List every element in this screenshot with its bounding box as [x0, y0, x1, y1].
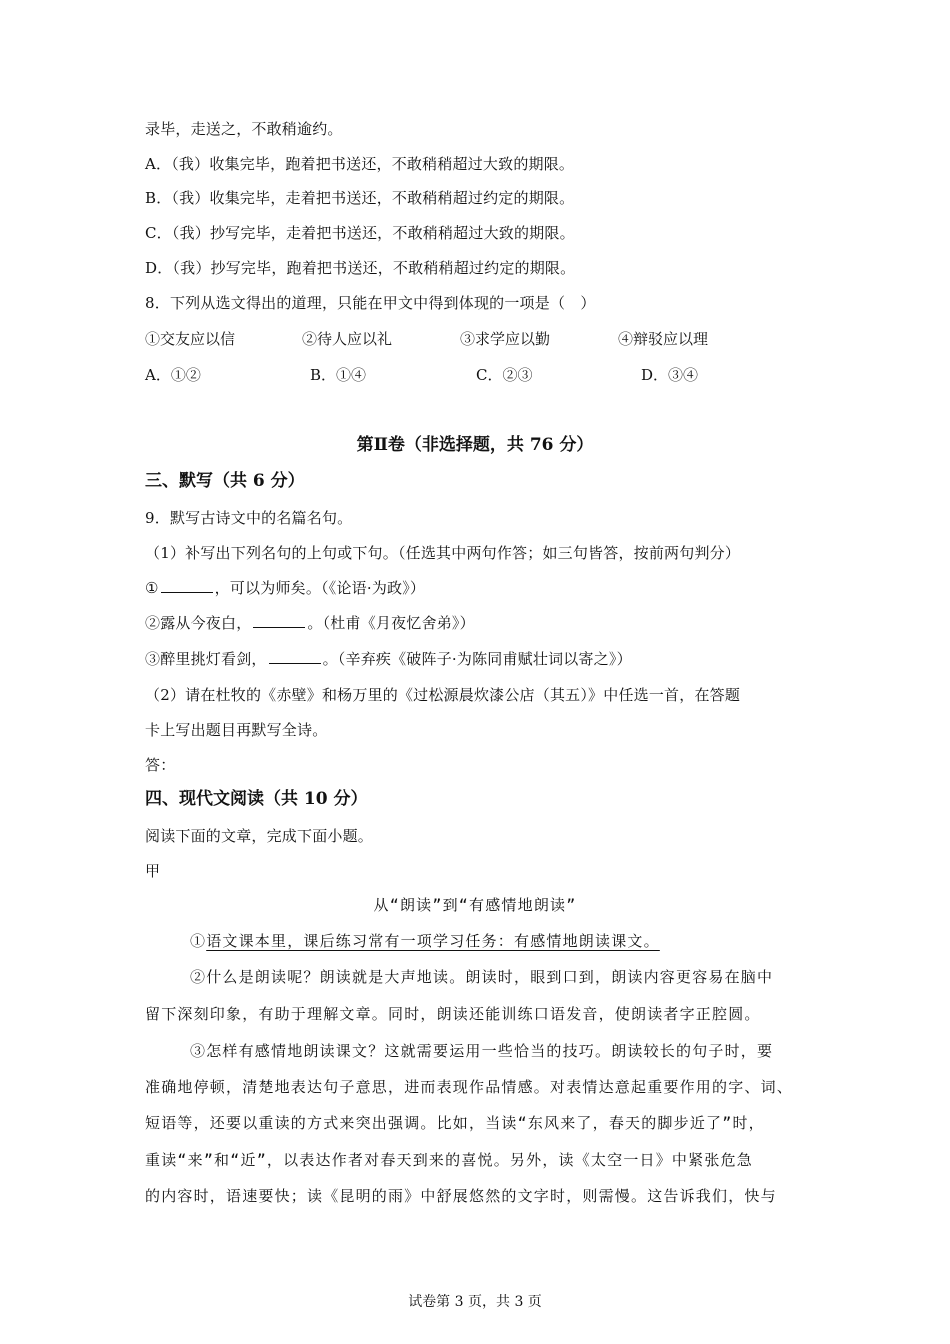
q8-item-3: ③求学应以勤 — [460, 330, 551, 348]
q7-option-d: D．（我）抄写完毕，跑着把书送还，不敢稍稍超过约定的期限。 — [145, 259, 576, 277]
para1-marker: ① — [190, 932, 207, 950]
section3-heading: 三、默写（共 6 分） — [145, 471, 305, 491]
q7-option-b: B．（我）收集完毕，走着把书送还，不敢稍稍超过约定的期限。 — [145, 189, 575, 207]
q9-blank-3[interactable] — [269, 649, 321, 664]
article-para-3-line-2: 准确地停顿，清楚地表达句子意思，进而表现作品情感。对表情达意起重要作用的字、词、 — [145, 1078, 794, 1096]
q9-line3-suffix: 。（辛弃疾《破阵子·为陈同甫赋壮词以寄之》） — [322, 650, 632, 668]
article-title: 从“朗读”到“有感情地朗读” — [373, 896, 577, 914]
q9-line2 — [145, 613, 475, 633]
page-footer: 试卷第 3 页，共 3 页 — [408, 1294, 542, 1310]
q9-line3-prefix: ③醉里挑灯看剑， — [145, 650, 267, 668]
q8-item-2: ②待人应以礼 — [302, 330, 393, 348]
q8-choice-a: A．①② — [145, 366, 201, 384]
q9-sub2-line1: （2）请在杜牧的《赤壁》和杨万里的《过松源晨炊漆公店（其五）》中任选一首，在答题 — [145, 686, 741, 704]
q7-source-line: 录毕，走送之，不敢稍逾约。 — [145, 120, 343, 138]
passage-label: 甲 — [145, 862, 161, 880]
article-para-3-line-4: 重读“来”和“近”，以表达作者对春天到来的喜悦。另外，读《太空一日》中紧张危急 — [145, 1151, 753, 1169]
q9-stem: 9．默写古诗文中的名篇名句。 — [145, 509, 353, 527]
section4-heading: 四、现代文阅读（共 10 分） — [145, 789, 368, 809]
q9-sub1: （1）补写出下列名句的上句或下句。（任选其中两句作答；如三句皆答，按前两句判分） — [145, 544, 741, 562]
q9-line1-prefix: ① — [145, 579, 159, 597]
q9-line1-suffix: ，可以为师矣。（《论语·为政》） — [214, 579, 426, 597]
q9-line1 — [145, 578, 425, 598]
q9-blank-1[interactable] — [161, 578, 213, 593]
q8-stem: 8．下列从选文得出的道理，只能在甲文中得到体现的一项是（ ） — [145, 294, 596, 312]
para1-text: 语文课本里，课后练习常有一项学习任务：有感情地朗读课文。 — [206, 932, 660, 950]
article-para-3-line-1: ③怎样有感情地朗读课文？这就需要运用一些恰当的技巧。朗读较长的句子时，要 — [190, 1042, 774, 1060]
article-para-2-line-1: ②什么是朗读呢？朗读就是大声地读。朗读时，眼到口到，朗读内容更容易在脑中 — [190, 968, 774, 986]
q9-sub2-line2: 卡上写出题目再默写全诗。 — [145, 721, 328, 739]
article-para-2-line-2: 留下深刻印象，有助于理解文章。同时，朗读还能训练口语发音，使朗读者字正腔圆。 — [145, 1005, 761, 1023]
q8-item-4: ④辩驳应以理 — [618, 330, 709, 348]
q9-line2-suffix: 。（杜甫《月夜忆舍弟》） — [307, 614, 475, 632]
q8-item-1: ①交友应以信 — [145, 330, 236, 348]
article-para-1 — [190, 931, 660, 951]
answer-label: 答： — [145, 756, 176, 774]
q8-choice-b: B．①④ — [310, 366, 367, 384]
q8-choice-d: D．③④ — [641, 366, 699, 384]
q9-line3 — [145, 649, 632, 669]
article-para-3-line-3: 短语等，还要以重读的方式来突出强调。比如，当读“东风来了，春天的脚步近了”时， — [145, 1114, 765, 1132]
part2-title: 第Ⅱ卷（非选择题，共 76 分） — [356, 435, 594, 455]
q9-line2-prefix: ②露从今夜白， — [145, 614, 252, 632]
q7-option-c: C．（我）抄写完毕，走着把书送还，不敢稍稍超过大致的期限。 — [145, 224, 575, 242]
q7-option-a: A．（我）收集完毕，跑着把书送还，不敢稍稍超过大致的期限。 — [145, 155, 575, 173]
q9-blank-2[interactable] — [253, 613, 305, 628]
q8-choice-c: C．②③ — [476, 366, 533, 384]
article-para-3-line-5: 的内容时，语速要快；读《昆明的雨》中舒展悠然的文字时，则需慢。这告诉我们，快与 — [145, 1187, 777, 1205]
reading-intro: 阅读下面的文章，完成下面小题。 — [145, 827, 374, 845]
